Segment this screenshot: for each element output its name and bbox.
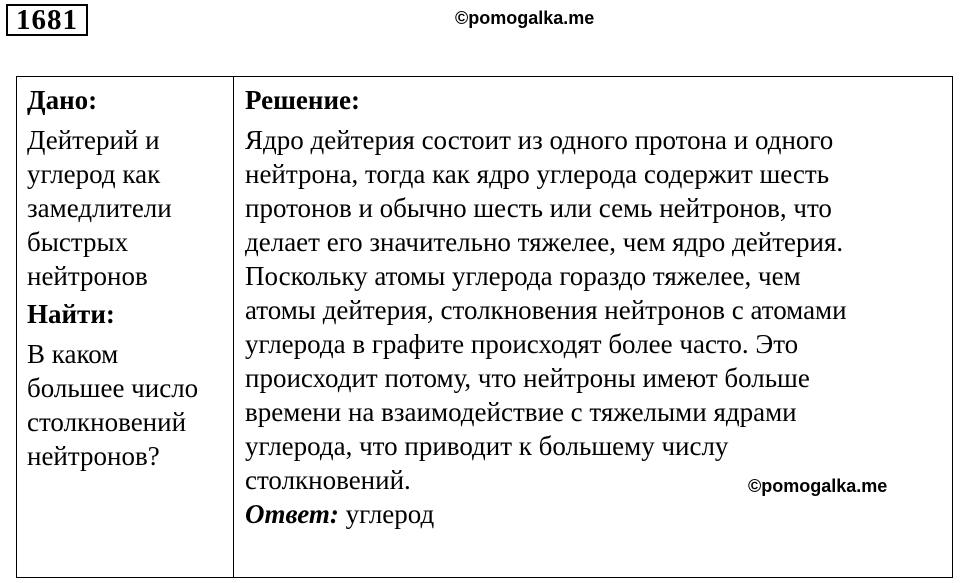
given-header: Дано: <box>27 85 98 115</box>
solution-line: столкновений. <box>245 465 411 495</box>
solution-header: Решение: <box>245 85 360 115</box>
solution-line: делает его значительно тяжелее, чем ядро дейтерия. <box>245 227 844 257</box>
watermark-top: ©pomogalka.me <box>455 8 595 28</box>
find-line: столкновений <box>27 407 187 437</box>
solution-line: времени на взаимодействие с тяжелыми ядрами <box>245 397 797 427</box>
answer-row <box>245 497 945 531</box>
column-divider <box>233 77 234 577</box>
given-line: замедлители <box>27 193 172 223</box>
given-line: нейтронов <box>27 261 148 291</box>
given-line: быстрых <box>27 227 129 257</box>
solution-line: протонов и обычно шесть или семь нейтронов, что <box>245 193 832 223</box>
solution-line: Ядро дейтерия состоит из одного протона и одного <box>245 125 834 155</box>
given-line: углерод как <box>27 159 161 189</box>
solution-line: нейтрона, тогда как ядро углерода содержит шесть <box>245 159 830 189</box>
find-line: большее число <box>27 373 199 403</box>
find-header: Найти: <box>27 299 115 329</box>
given-line: Дейтерий и <box>27 125 160 155</box>
solution-line: происходит потому, что нейтроны имеют больше <box>245 363 810 393</box>
watermark-middle: ©pomogalka.me <box>748 476 888 496</box>
solution-line: углерода, что приводит к большему числу <box>245 431 729 461</box>
find-line: В каком <box>27 339 119 369</box>
solution-line: углерода в графите происходят более часто. Это <box>245 329 799 359</box>
solution-table <box>16 76 953 578</box>
find-line: нейтронов? <box>27 441 160 471</box>
solution-line: Поскольку атомы углерода гораздо тяжелее, чем <box>245 261 801 291</box>
solution-column <box>245 83 945 531</box>
answer-value: углерод <box>338 499 435 529</box>
given-column <box>27 83 227 473</box>
answer-label: Ответ: <box>245 499 339 529</box>
solution-line: атомы дейтерия, столкновения нейтронов с атомами <box>245 295 847 325</box>
problem-number: 1681 <box>6 4 88 36</box>
